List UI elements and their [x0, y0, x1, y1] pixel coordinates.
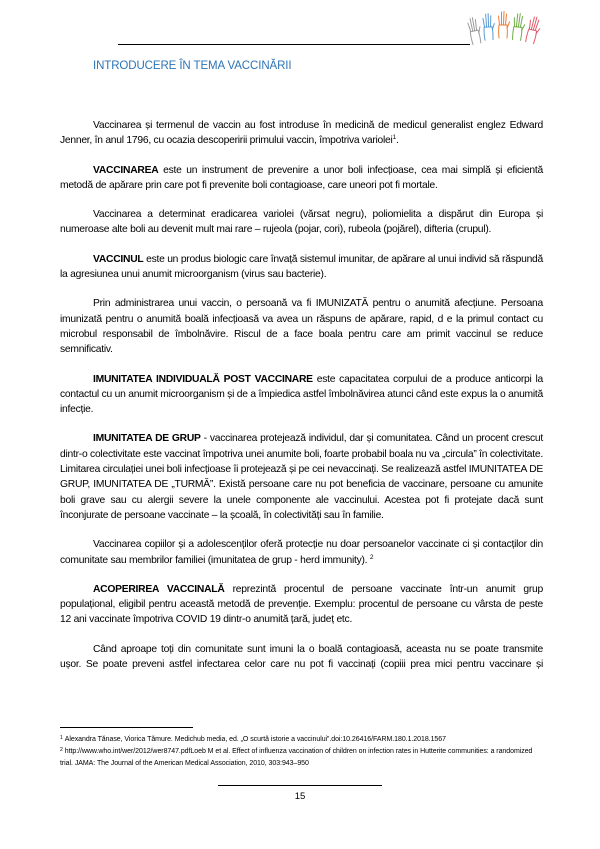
paragraph-lead: IMUNITATEA INDIVIDUALĂ POST VACCINARE — [93, 373, 313, 385]
paragraph-text: este capacitatea corpului de a produce anticorpi la contactul cu un anumit microorganism și de a împiedica astfel îmbolnăvirea atunci când este expus la o anumită infecție. — [60, 373, 543, 416]
paragraph — [60, 582, 543, 628]
paragraph-tail: . — [395, 135, 399, 147]
paragraph — [60, 296, 543, 357]
paragraph-lead: ACOPERIREA VACCINALĂ — [93, 583, 225, 595]
paragraph — [60, 207, 543, 238]
footnote-text: http://www.who.int/wer/2012/wer8747.pdfLoeb M et al. Effect of influenza vaccination of children on infection rates in Hutterite communities: a randomized trial. JAMA: The Journal of the American Medical Association, 2010, 303:943–950 — [60, 748, 533, 767]
hand-icon — [512, 13, 526, 41]
paragraph — [60, 163, 543, 194]
paragraph-text: este un instrument de prevenire a unor boli infecțioase, cea mai simplă și eficientă metodă de apărare prin care pot fi prevenite boli contagioase, care uneori pot fi mortale. — [60, 164, 543, 191]
paragraph — [60, 642, 543, 673]
footnote — [60, 734, 543, 746]
paragraph — [60, 118, 543, 149]
paragraph-lead: VACCINUL — [93, 253, 144, 265]
page-number-rule — [218, 785, 382, 786]
paragraph-text: Vaccinarea copiilor și a adolescenților oferă protecție nu doar persoanelor vaccinate ci și contacților din comunitate sau membrilor familiei (imunitatea de grup - herd immunity). — [60, 539, 543, 566]
section-title: INTRODUCERE ÎN TEMA VACCINĂRII — [93, 60, 292, 72]
paragraph — [60, 252, 543, 283]
footnote-separator — [60, 727, 193, 728]
hand-icon — [483, 13, 496, 40]
footnote-number: 2 — [60, 746, 63, 753]
footnote — [60, 746, 543, 769]
paragraph-lead: VACCINAREA — [93, 164, 159, 176]
footnotes — [60, 734, 543, 769]
footnote-text: Alexandra Tănase, Viorica Tămure. Medichub media, ed. „O scurtă istorie a vaccinului”.doi:10.26416/FARM.180.1.2018.1567 — [64, 736, 446, 743]
paragraph-text: Prin administrarea unui vaccin, o persoană va fi IMUNIZATĂ pentru o anumită afecțiune. Persoana imunizată pentru o anumită boală infecțioasă va avea un răspuns de apărare, rapid, d e la primul contact cu microbul responsabil de îmbolnăvire. Riscul de a face boala pentru care am primit vaccinul se reduce semnificativ. — [60, 298, 543, 356]
paragraph-text: este un produs biologic care învață sistemul imunitar, de apărare al unui individ să răspundă la agresiunea unui anumit microorganism (virus sau bacterie). — [60, 253, 543, 281]
paragraph-text: Când aproape toți din comunitate sunt imuni la o boală contagioasă, aceasta nu se poate transmite ușor. Se poate preveni astfel infectarea celor care nu pot fi vaccinați (copiii prea mici pentru vaccinare și — [60, 643, 543, 671]
hand-icon — [499, 12, 510, 39]
paragraph-text: - vaccinarea protejează individul, dar și comunitatea. Când un procent crescut dintr-o colectivitate este vaccinat împotriva unei anumite boli, foarte probabil boala nu va „circula” în colectivitate. Limitarea circulației unei boli infecțioase îi protejează și pe cei nevaccinați. Se realizează astfel IMUNITATEA DE GRUP, IMUNITATEA DE „TURMĂ”. Există persoane care nu pot beneficia de vaccinare, persoane cu amunite boli grave sau cu alergii severe la unele componente ale vaccinului. Acestea pot fi protejate dacă sunt înconjurate de persoane vaccinate – la școală, în colectivități sau în familie. — [60, 433, 543, 521]
page-number: 15 — [294, 791, 306, 802]
hand-icon — [525, 16, 542, 44]
paragraph — [60, 431, 543, 523]
paragraph — [60, 537, 543, 568]
footnote-ref: 1 — [392, 134, 396, 142]
document-body — [60, 118, 543, 672]
footnote-number: 1 — [60, 734, 63, 741]
hand-icon — [467, 16, 483, 44]
footnote-ref: 2 — [369, 553, 374, 561]
paragraph — [60, 372, 543, 418]
hands-logo-icon — [466, 7, 544, 45]
paragraph-text: Vaccinarea a determinat eradicarea variolei (vărsat negru), poliomielita a dispărut din Europa și numeroase alte boli au devenit mult mai rare – rujeola (pojar, cori), rubeola (pojărel), difteria (crupul). — [60, 209, 543, 236]
paragraph-text: Vaccinarea și termenul de vaccin au fost introduse în medicină de medicul generalist englez Edward Jenner, în anul 1796, cu ocazia descoperirii primului vaccin, împotriva variolei — [60, 120, 543, 147]
header-rule — [118, 44, 470, 45]
paragraph-text: reprezintă procentul de persoane vaccinate într-un anumit grup populațional, eligibil pentru această metodă de prevenție. Exemplu: procentul de persoane cu vârsta de peste 12 ani vaccinate împotriva COVID 19 dintr-o anumită țară, județ etc. — [60, 583, 543, 626]
paragraph-lead: IMUNITATEA DE GRUP — [93, 433, 201, 445]
